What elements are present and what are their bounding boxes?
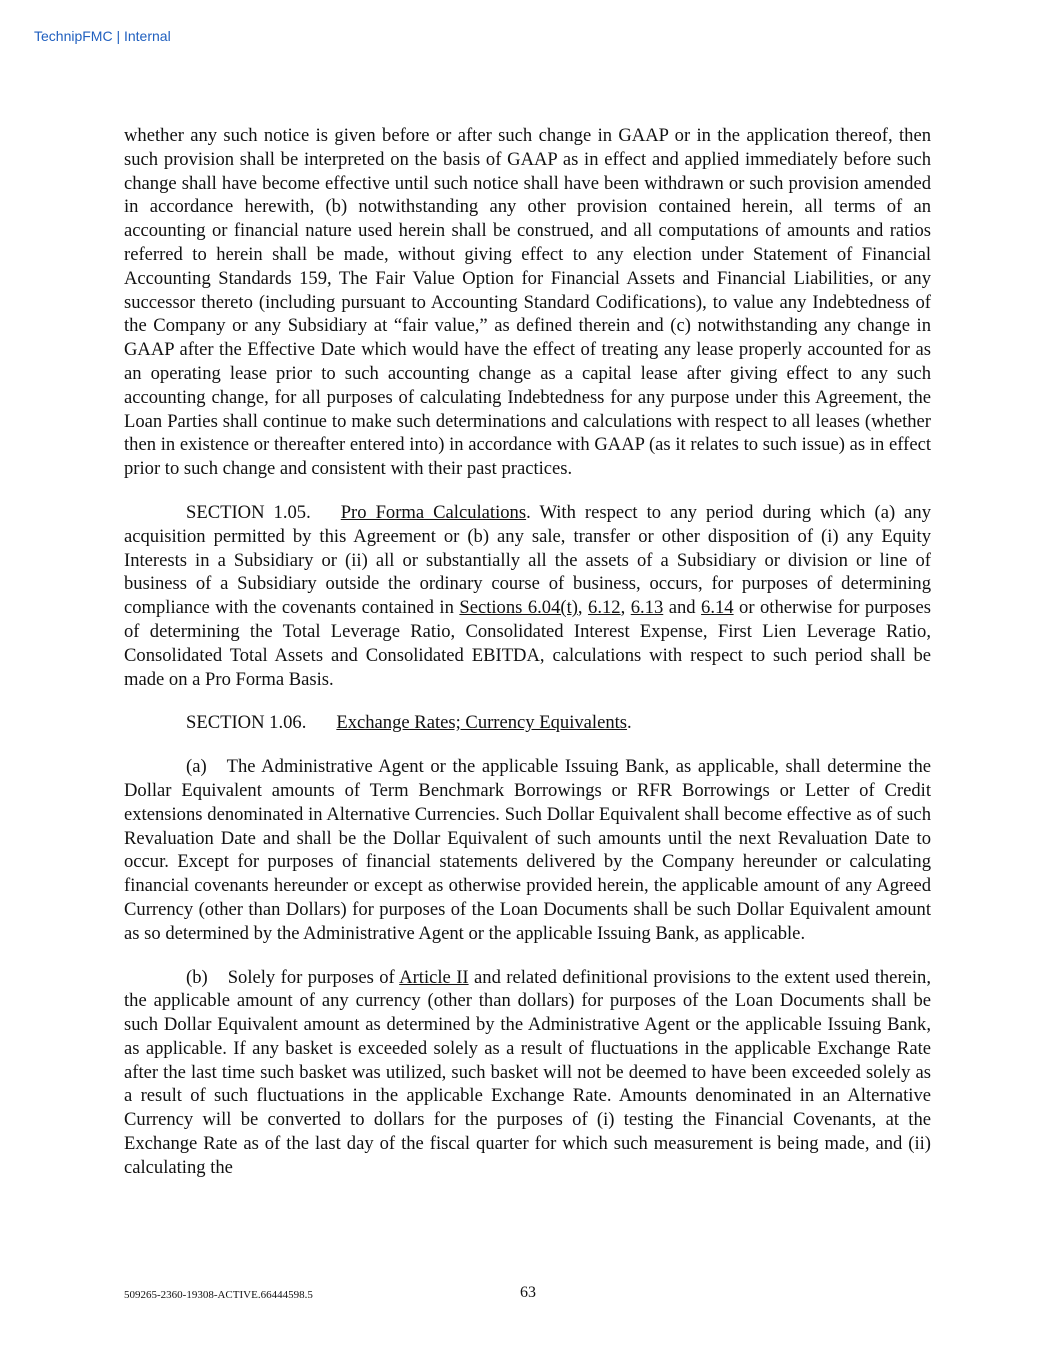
section-label: SECTION 1.05. <box>186 501 311 523</box>
section-label: SECTION 1.06. <box>186 712 307 734</box>
document-body <box>124 124 931 1200</box>
document-id: 509265-2360-19308-ACTIVE.66444598.5 <box>124 1289 313 1301</box>
section-1-06 <box>124 711 931 735</box>
section-1-05 <box>124 501 931 691</box>
section-title: Pro Forma Calculations <box>340 501 527 523</box>
cross-reference-link: Sections 6.04(t) <box>459 597 578 619</box>
cross-reference-link: 6.14 <box>701 597 734 619</box>
separator: , <box>577 597 589 619</box>
paragraph-text: Solely for purposes of <box>227 966 400 988</box>
section-text: . With respect to any period during which (a) any acquisition permitted by this Agreement or (b) any sale, transfer or other disposition of (i) any Equity Interests in a Subsidiary or (ii) all or substantially all the assets of a Subsidiary or division or line of business of a Subsidiary outside the ordinary course of business, occurs, for purposes of determining compliance with the covenants contained in <box>124 501 932 619</box>
page-number: 63 <box>520 1284 536 1301</box>
separator: and <box>663 597 702 619</box>
section-text: . <box>627 712 632 734</box>
paragraph-a <box>124 755 931 945</box>
paragraph-text: The Administrative Agent or the applicable Issuing Bank, as applicable, shall determine the Dollar Equivalent amounts of Term Benchmark Borrowings or RFR Borrowings or Letter of Credit extensions denominated in Alternative Currencies. Such Dollar Equivalent shall become effective as of such Revaluation Date and shall be the Dollar Equivalent of such amounts until the next Revaluation Date to occur. Except for purposes of financial statements delivered by the Company hereunder or calculating financial covenants hereunder or except as otherwise provided herein, the applicable amount of any Agreed Currency (other than Dollars) for purposes of the Loan Documents shall be such Dollar Equivalent amount as so determined by the Administrative Agent or the applicable Issuing Bank, as applicable. <box>124 756 931 944</box>
cross-reference-link: 6.12 <box>588 597 621 619</box>
paragraph-marker: (b) <box>186 966 208 988</box>
paragraph-gaap-continuation: whether any such notice is given before or after such change in GAAP or in the application thereof, then such provision shall be interpreted on the basis of GAAP as in effect and applied immediately before such change shall have become effective until such notice shall have been withdrawn or such provision amended in accordance herewith, (b) notwithstanding any other provision contained herein, all terms of an accounting or financial nature used herein shall be construed, and all computations of amounts and ratios referred to herein shall be made, without giving effect to any election under Statement of Financial Accounting Standards 159, The Fair Value Option for Financial Assets and Financial Liabilities, or any successor thereto (including pursuant to Accounting Standard Codifications), to value any Indebtedness of the Company or any Subsidiary at “fair value,” as defined therein and (c) notwithstanding any change in GAAP after the Effective Date which would have the effect of treating any lease properly accounted for as an operating lease prior to such accounting change as a capital lease after giving effect to any such accounting change, for all purposes of calculating Indebtedness for any purpose under this Agreement, the Loan Parties shall continue to make such determinations and calculations with respect to all leases (whether then in existence or thereafter entered into) in accordance with GAAP (as it relates to such issue) as in effect prior to such change and consistent with their past practices. <box>124 125 931 480</box>
separator: , <box>620 597 631 619</box>
paragraph-b <box>124 966 931 1180</box>
classification-label: TechnipFMC | Internal <box>34 28 171 44</box>
paragraph-text: and related definitional provisions to the extent used therein, the applicable amount of any currency (other than dollars) for purposes of the Loan Documents shall be such Dollar Equivalent amount as determined by the Administrative Agent or the applicable Issuing Bank, as applicable. If any basket is exceeded solely as a result of fluctuations in the applicable Exchange Rate after the last time such basket was utilized, such basket will not be deemed to have been exceeded solely as a result of such fluctuations in the applicable Exchange Rate. Amounts denominated in an Alternative Currency will be converted to dollars for the purposes of (i) testing the Financial Covenants, at the Exchange Rate as of the last day of the fiscal quarter for which such measurement is being made, and (ii) calculating the <box>124 966 931 1178</box>
section-text: or otherwise for purposes of determining the Total Leverage Ratio, Consolidated Interest Expense, First Lien Leverage Ratio, Consolidated Total Assets and Consolidated EBITDA, calculations with respect to such period shall be made on a Pro Forma Basis. <box>124 597 932 690</box>
cross-reference-link: 6.13 <box>630 597 664 619</box>
section-title: Exchange Rates; Currency Equivalents <box>336 712 628 734</box>
paragraph-marker: (a) <box>186 756 207 778</box>
cross-reference-link: Article II <box>399 966 469 988</box>
